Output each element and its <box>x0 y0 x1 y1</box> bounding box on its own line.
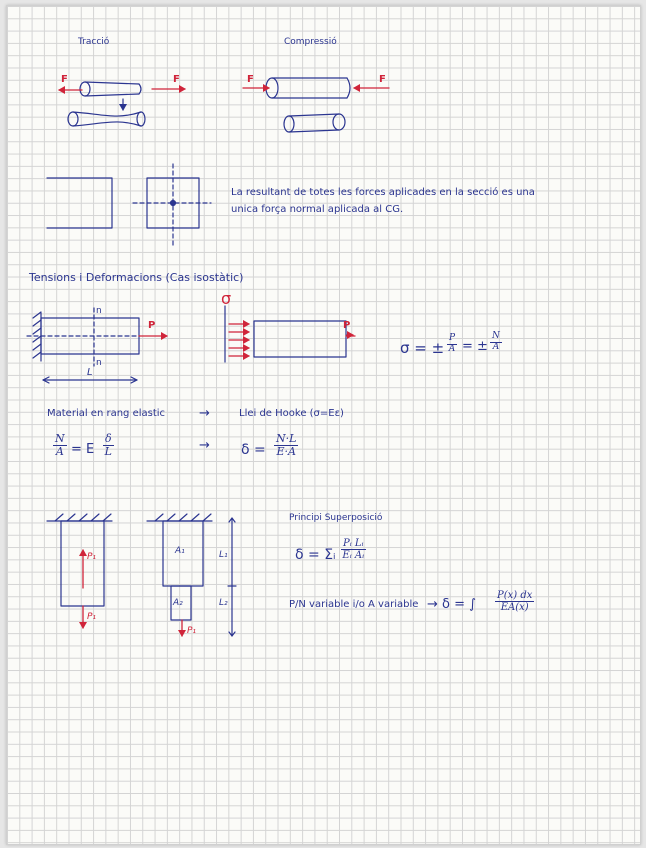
label-L1: L₁ <box>219 550 228 560</box>
force-label-left-traction: F <box>61 74 68 85</box>
compression-bar-sketch <box>266 78 350 132</box>
clamped-bar-sketch <box>27 308 139 383</box>
arrow-to-hooke: → <box>199 406 210 421</box>
section-heading: Tensions i Deformacions (Cas isostàtic) <box>29 271 244 284</box>
compression-label: Compressió <box>284 37 337 47</box>
fraction-N-over-A-eq: $\frac{N}{A}$ <box>55 432 65 459</box>
label-P1-bar2: P₁ <box>187 626 197 636</box>
label-n-top: n <box>96 306 102 316</box>
stress-diagram-sketch <box>225 306 346 362</box>
label-L2: L₂ <box>219 598 228 608</box>
resultant-note-line-2: unica força normal aplicada al CG. <box>231 204 404 215</box>
fraction-delta-over-L: $\frac{\delta}{L}$ <box>104 432 112 459</box>
force-label-right-traction: F <box>173 74 180 85</box>
handwritten-sketches <box>7 6 640 844</box>
label-P1-bar1-bottom: P₁ <box>87 612 97 622</box>
equals-E: = E <box>71 442 95 457</box>
label-A2: A₂ <box>173 598 183 608</box>
notebook-page <box>6 5 641 845</box>
hanging-bar-2-sketch <box>147 514 236 636</box>
traction-bar-sketch <box>68 82 145 126</box>
fraction-N-over-A: $\frac{N}{A}$ <box>492 331 500 352</box>
material-elastic-text: Material en rang elastic <box>47 408 166 419</box>
sigma-formula-mid: = ± <box>462 339 488 354</box>
label-A1: A₁ <box>175 546 185 556</box>
variable-load-text: P/N variable i/o A variable <box>289 599 419 610</box>
integral-lhs: → δ = ∫ <box>427 597 476 612</box>
hooke-law-text: Llei de Hooke (σ=Eε) <box>239 408 344 419</box>
force-label-left-compression: F <box>247 74 254 85</box>
delta-equals: δ = <box>241 442 266 458</box>
label-n-bottom: n <box>96 358 102 368</box>
label-L: L <box>87 367 93 378</box>
fraction-NL-over-EA: $\frac{N\cdot L}{E\cdot A}$ <box>276 432 297 459</box>
label-P1-bar1: P₁ <box>87 552 97 562</box>
label-P-bar: P <box>148 320 156 331</box>
sigma-formula-lhs: σ = ± <box>400 339 445 357</box>
force-label-right-compression: F <box>379 74 386 85</box>
resultant-note-line-1: La resultant de totes les forces aplicades en la secció es una <box>231 187 535 198</box>
traction-label: Tracció <box>78 37 110 47</box>
section-sketch <box>47 164 211 246</box>
label-P-stress: P <box>343 320 351 331</box>
arrow-to-delta: → <box>199 438 210 453</box>
superposition-title: Principi Superposició <box>289 513 383 523</box>
label-sigma: σ <box>221 289 232 308</box>
superposition-lhs: δ = Σᵢ <box>295 547 336 563</box>
fraction-Px-over-EAx: $\frac{P(x) dx}{EA(x)}$ <box>497 590 533 613</box>
fraction-P-over-A: $\frac{P}{A}$ <box>448 333 456 354</box>
fraction-PL-over-EA-sum: $\frac{\text{Pᵢ Lᵢ}}{\text{Eᵢ Aᵢ}}$ <box>342 538 365 561</box>
hanging-bar-1-sketch <box>47 514 112 606</box>
